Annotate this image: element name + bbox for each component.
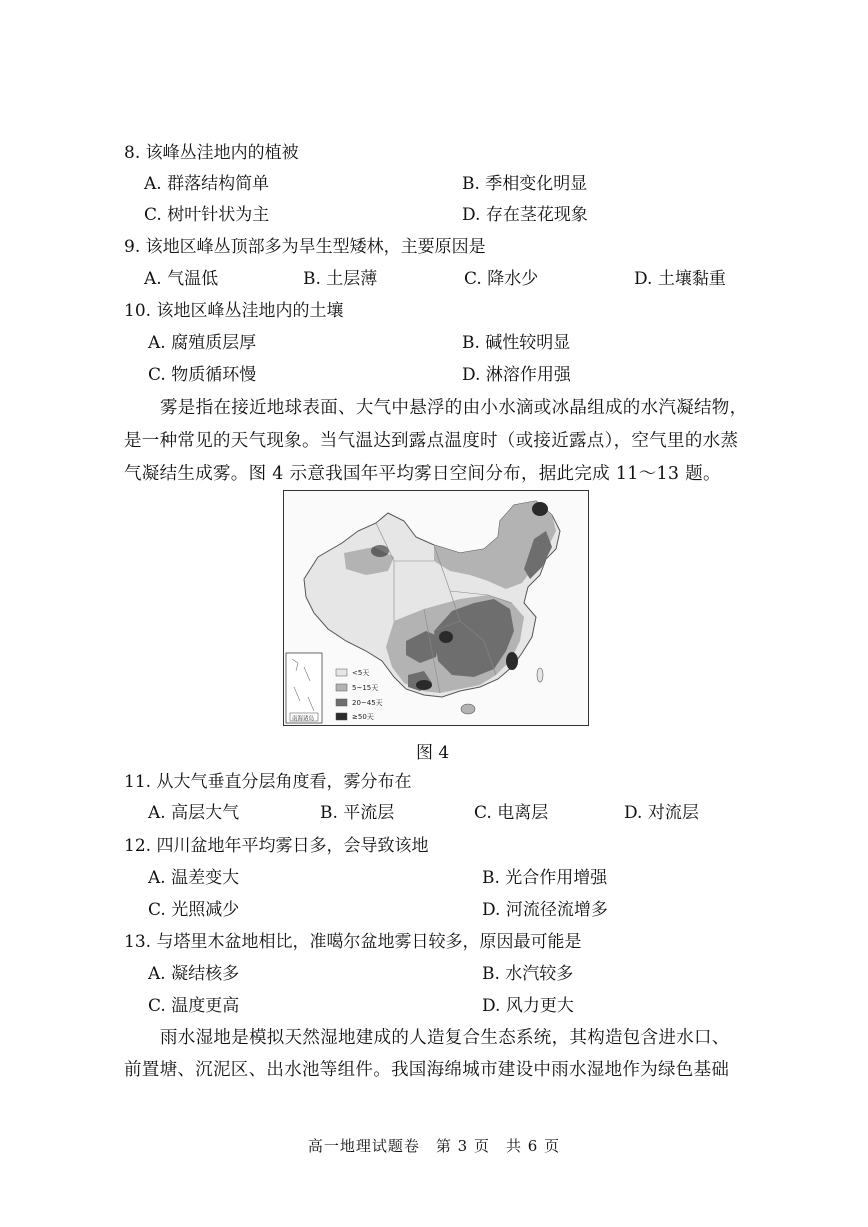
question-11-option-d: D. 对流层 [624, 803, 699, 823]
question-12-option-b: B. 光合作用增强 [482, 868, 608, 888]
question-9-option-d: D. 土壤黏重 [634, 269, 726, 289]
question-13-option-d: D. 风力更大 [482, 996, 574, 1016]
page-footer: 高一地理试题卷 第 3 页 共 6 页 [307, 1137, 561, 1155]
question-9-option-c: C. 降水少 [464, 269, 539, 289]
legend-label-20-45: 20~45天 [352, 699, 383, 707]
legend-swatch-5-15 [336, 684, 347, 691]
china-map-graphic [284, 491, 588, 725]
legend-swatch-lt5 [336, 669, 347, 676]
map-zone-50-plus-2 [532, 502, 548, 516]
question-11-option-a: A. 高层大气 [148, 803, 240, 823]
legend-swatch-50plus [336, 713, 347, 720]
map-zone-50-plus-5 [416, 680, 432, 690]
question-8-stem: 8. 该峰丛洼地内的植被 [124, 143, 299, 163]
map-zone-50-plus-1 [371, 545, 389, 557]
passage-fog-line-1: 雾是指在接近地球表面、大气中悬浮的由小水滴或冰晶组成的水汽凝结物， [160, 398, 748, 418]
question-9-stem: 9. 该地区峰丛顶部多为旱生型矮林，主要原因是 [124, 237, 486, 257]
figure-caption: 图 4 [416, 743, 450, 763]
question-13-option-c: C. 温度更高 [148, 996, 240, 1016]
question-10-option-a: A. 腐殖质层厚 [148, 333, 257, 353]
question-8-option-b: B. 季相变化明显 [462, 174, 588, 194]
question-10-stem: 10. 该地区峰丛洼地内的土壤 [124, 301, 344, 321]
fog-days-map [283, 490, 589, 726]
question-10-option-d: D. 淋溶作用强 [462, 365, 571, 385]
map-taiwan [537, 668, 543, 682]
question-12-option-d: D. 河流径流增多 [482, 900, 608, 920]
question-12-stem: 12. 四川盆地年平均雾日多，会导致该地 [124, 836, 429, 856]
passage-wetland-line-1: 雨水湿地是模拟天然湿地建成的人造复合生态系统，其构造包含进水口、 [160, 1028, 730, 1048]
question-11-option-c: C. 电离层 [474, 803, 549, 823]
map-zone-50-plus-3 [439, 631, 453, 643]
question-13-stem: 13. 与塔里木盆地相比，准噶尔盆地雾日较多，原因最可能是 [124, 932, 582, 952]
legend-label-5-15: 5~15天 [352, 684, 379, 692]
passage-fog-line-3: 气凝结生成雾。图 4 示意我国年平均雾日空间分布，据此完成 11～13 题。 [124, 464, 721, 484]
legend-label-50plus: ≥50天 [352, 713, 374, 721]
question-8-option-d: D. 存在茎花现象 [462, 205, 588, 225]
legend-label-lt5: <5天 [352, 669, 370, 677]
question-8-option-a: A. 群落结构简单 [144, 174, 270, 194]
passage-fog-line-2: 是一种常见的天气现象。当气温达到露点温度时（或接近露点），空气里的水蒸 [124, 431, 739, 451]
question-12-option-c: C. 光照减少 [148, 900, 240, 920]
question-13-option-b: B. 水汽较多 [482, 964, 574, 984]
map-inset-box [286, 653, 322, 723]
legend-swatch-20-45 [336, 699, 347, 706]
question-9-option-b: B. 土层薄 [303, 269, 378, 289]
map-legend [336, 669, 383, 721]
question-11-stem: 11. 从大气垂直分层角度看，雾分布在 [124, 772, 412, 792]
passage-wetland-line-2: 前置塘、沉泥区、出水池等组件。我国海绵城市建设中雨水湿地作为绿色基础 [124, 1060, 730, 1080]
map-inset-label: 南海诸岛 [292, 716, 315, 722]
question-9-option-a: A. 气温低 [144, 269, 219, 289]
question-10-option-c: C. 物质循环慢 [148, 365, 257, 385]
question-10-option-b: B. 碱性较明显 [462, 333, 571, 353]
map-hainan [461, 704, 475, 714]
question-11-option-b: B. 平流层 [320, 803, 395, 823]
question-8-option-c: C. 树叶针状为主 [144, 205, 270, 225]
map-zone-50-plus-4 [506, 652, 518, 670]
question-12-option-a: A. 温差变大 [148, 868, 240, 888]
question-13-option-a: A. 凝结核多 [148, 964, 240, 984]
